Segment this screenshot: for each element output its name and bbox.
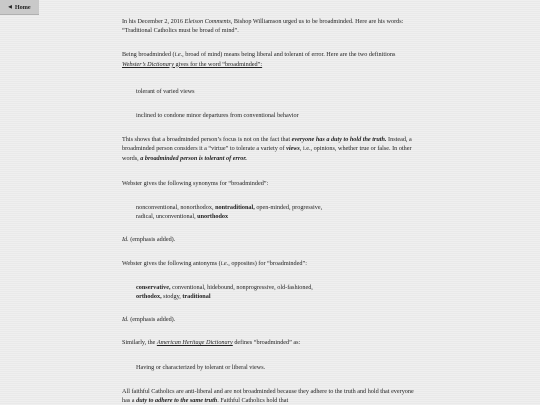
text: conventional, hidebound, nonprogressive, old-fashioned, (170, 283, 313, 291)
text: Instead, a broadminded person considers it a “virtue” to tolerate a variety of (122, 136, 412, 153)
dictionary-link-tail[interactable]: gives for the word “broadminded”: (173, 60, 263, 68)
text: open-minded, progressive, radical, unconventional, (136, 204, 323, 221)
paragraph-ahd-intro (122, 338, 418, 347)
text: . Faithful Catholics hold that (217, 397, 289, 405)
text: This shows that a broadminded person’s focus is not on the fact that (122, 136, 292, 144)
paragraph-antonyms-intro (122, 259, 418, 268)
article-body (122, 17, 418, 405)
text: , Bishop Williamson urged us to be broadminded. Here are his words: “Traditional Catholics must be broad of mind”. (122, 18, 404, 35)
synonyms-list (122, 203, 418, 221)
paragraph-conclusion (122, 387, 418, 405)
citation-1 (122, 235, 418, 244)
dictionary-link[interactable]: American Heritage Dictionary (156, 339, 233, 347)
text: (emphasis added). (128, 236, 176, 244)
emphasis: duty to adhere to the same truth (136, 397, 218, 405)
text: All faithful Catholics are anti-liberal and are not broadminded because they adhere to the truth and hold that everyone has a (122, 387, 414, 405)
paragraph-synonyms-intro: Webster gives the following synonyms for “broadminded”: (122, 179, 269, 187)
text: Similarly, the (122, 339, 157, 347)
emphasis: orthodox, (136, 293, 162, 301)
text: , opposites) for “broadminded”: (228, 259, 307, 267)
text: , i.e., opinions, whether true or false. In other words, (122, 145, 412, 162)
text: stodgy, (161, 293, 183, 301)
text: nonconventional, nonorthodox, (136, 204, 216, 212)
definition-2: inclined to condone minor departures from conventional behavior (136, 112, 299, 120)
emphasis: a broadminded person is tolerant of error. (140, 154, 247, 162)
emphasis: unorthodox (197, 213, 229, 221)
definition-1: tolerant of varied views (136, 87, 195, 95)
emphasis: nontraditional, (215, 204, 255, 212)
paragraph-analysis (122, 135, 418, 163)
text: Webster gives the following antonyms ( (122, 259, 221, 267)
home-button[interactable] (0, 0, 39, 15)
text: In his December 2, 2016 (122, 18, 185, 25)
emphasis: views (286, 145, 300, 153)
dictionary-link[interactable]: Webster’s Dictionary (122, 60, 174, 68)
definition-3: Having or characterized by tolerant or liberal views. (136, 363, 266, 371)
paragraph-intro (122, 17, 418, 35)
antonyms-list (122, 283, 418, 301)
text: Being broadminded ( (122, 51, 175, 59)
paragraph-definition-intro (122, 50, 418, 68)
text: (emphasis added). (128, 316, 176, 324)
text: Id. (122, 236, 129, 244)
emphasis: conservative, (136, 283, 171, 291)
publication-title: Eleison Comments (184, 18, 231, 25)
home-button-label: Home (14, 3, 31, 11)
text: i.e. (220, 259, 229, 267)
emphasis: everyone has a duty to hold the truth. (291, 136, 387, 144)
emphasis: traditional (182, 293, 211, 301)
text: i.e. (174, 51, 183, 59)
citation-2 (122, 315, 418, 324)
text: defines “broadminded” as: (232, 339, 301, 347)
text: , broad of mind) means being liberal and tolerant of error. Here are the two definitions (182, 51, 396, 59)
left-arrow-icon: ◀ (8, 4, 12, 9)
text: Id. (122, 316, 129, 324)
